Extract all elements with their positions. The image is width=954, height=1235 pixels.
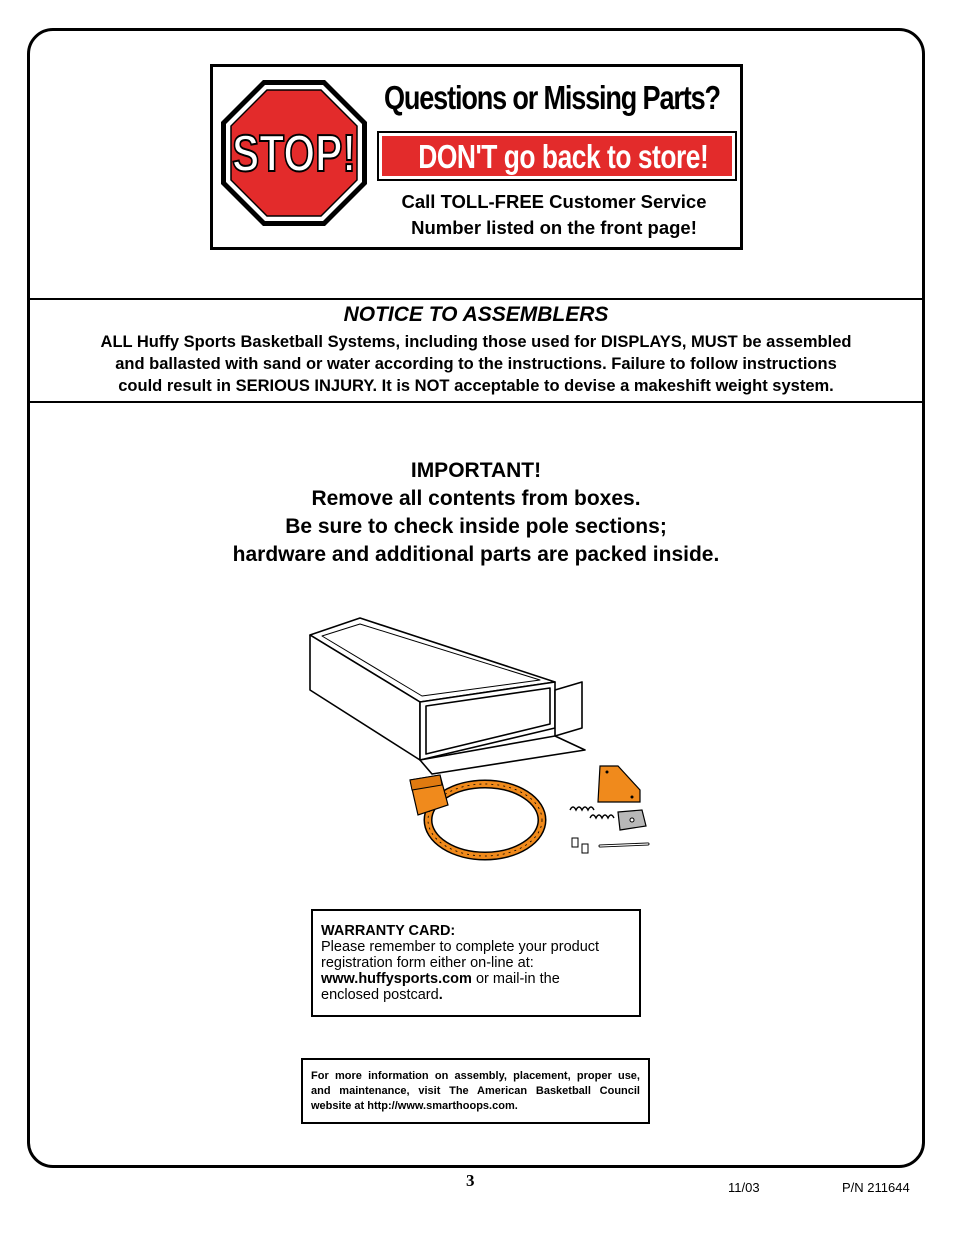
important-line: hardware and additional parts are packed inside. [232,543,720,566]
important-line: Be sure to check inside pole sections; [285,515,667,538]
stop-banner [210,64,743,250]
warranty-period: . [438,987,443,1003]
important-section [27,457,925,569]
rim [410,775,542,856]
divider-top [27,298,925,300]
banner-title: Questions or Missing Parts? [384,79,720,116]
warranty-heading: WARRANTY CARD: [321,923,456,939]
open-box-with-rim-and-hardware-icon [300,610,660,880]
notice-body [40,331,912,397]
warranty-url-link[interactable]: www.huffysports.com [321,971,472,987]
red-bar [377,131,737,181]
notice-title: NOTICE TO ASSEMBLERS [343,303,609,326]
stop-text: STOP! [232,125,356,183]
call-line-2: Number listed on the front page! [411,217,697,238]
revision-date: 11/03 [728,1180,760,1195]
warranty-line: or mail-in the [471,971,560,987]
warranty-card-box [311,909,641,1017]
important-heading: IMPORTANT! [410,459,542,482]
notice-line: ALL Huffy Sports Basketball Systems, including those used for DISPLAYS, MUST be assembled [100,333,852,351]
stop-sign-icon [219,78,369,228]
important-line: Remove all contents from boxes. [311,487,641,510]
part-number: P/N 211644 [842,1180,910,1195]
page-number: 3 [466,1171,475,1190]
notice-line: and ballasted with sand or water according to the instructions. Failure to follow instructions [115,355,837,373]
divider-bottom [27,401,925,403]
info-text: For more information on assembly, placement, proper use, and maintenance, visit The American Basketball Council website at http://www.smarthoops.com. [311,1070,640,1112]
warranty-line: registration form either on-line at: [321,955,534,971]
call-line-1: Call TOLL-FREE Customer Service [401,191,707,212]
warranty-line: enclosed postcard [321,987,439,1003]
info-box [301,1058,650,1124]
warranty-line: Please remember to complete your product [321,939,600,955]
notice-line: could result in SERIOUS INJURY. It is NOT acceptable to devise a makeshift weight system. [118,377,834,395]
red-bar-text: DON'T go back to store! [418,138,709,175]
